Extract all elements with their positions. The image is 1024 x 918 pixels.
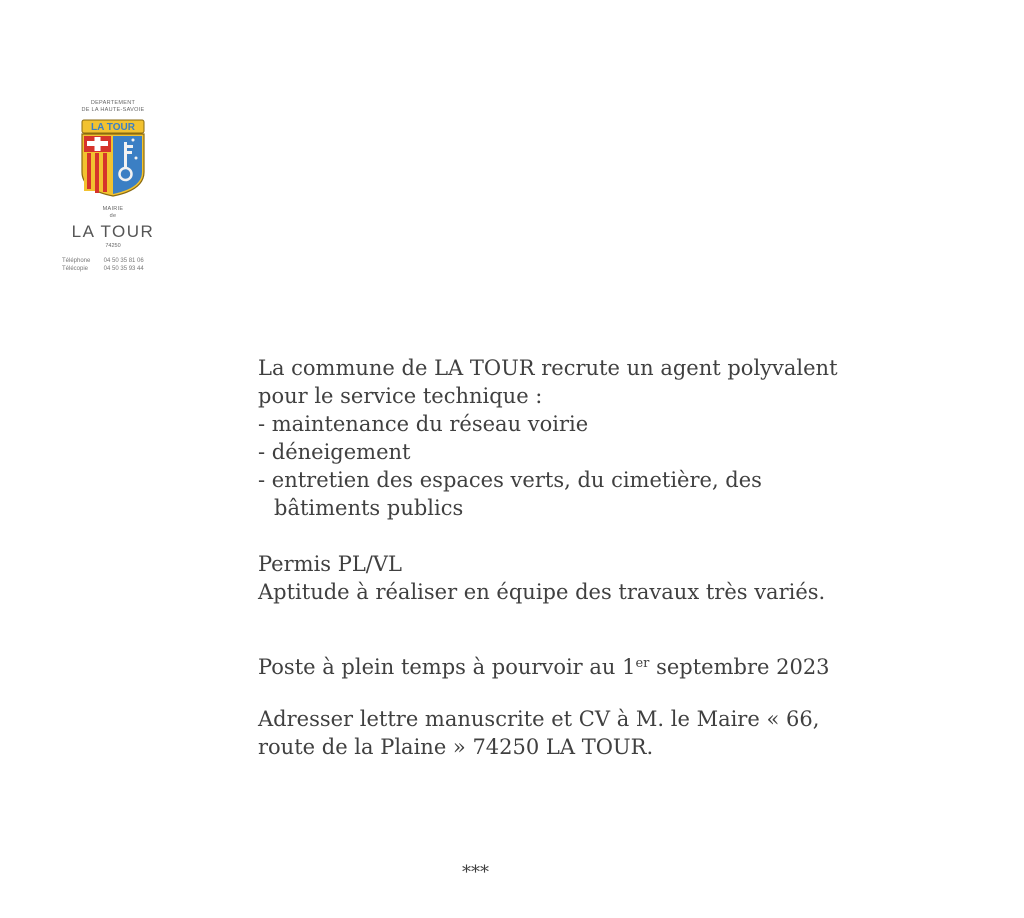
fax-label: Télécopie [62,266,89,272]
address-line-2: route de la Plaine » 74250 LA TOUR. [258,735,654,759]
crest-banner-text: LA TOUR [91,122,135,133]
letterhead [58,100,168,273]
job-announcement [258,354,958,761]
task-item-continuation: bâtiments publics [274,496,464,520]
post-prefix: Poste à plein temps à pourvoir au 1 [258,655,636,679]
mairie-de-label: de [109,213,117,219]
town-name: LA TOUR [71,222,155,241]
post-ordinal: er [635,656,650,671]
aptitude-requirement: Aptitude à réaliser en équipe des travaux très variés. [258,580,826,604]
post-details [258,653,958,681]
closing-stars: *** [462,862,489,883]
department-line-2: DE LA HAUTE-SAVOIE [81,107,145,113]
phone-value: 04 50 35 81 06 [103,258,144,264]
postcode: 74250 [105,243,121,249]
contact-block [58,257,168,273]
intro-line-2: pour le service technique : [258,384,543,408]
phone-label: Téléphone [62,258,91,264]
post-suffix: septembre 2023 [649,655,830,679]
task-item: - entretien des espaces verts, du cimetière, des [258,468,762,492]
task-item: - déneigement [258,440,411,464]
address-line-1: Adresser lettre manuscrite et CV à M. le Maire « 66, [258,707,820,731]
department-line: DEPARTEMENT [90,100,136,106]
phone-row [62,257,168,265]
coat-of-arms-icon [78,118,148,198]
task-item: - maintenance du réseau voirie [258,412,589,436]
fax-row [62,265,168,273]
intro-line-1: La commune de LA TOUR recrute un agent polyvalent [258,356,838,380]
license-requirement: Permis PL/VL [258,552,402,576]
mairie-label: MAIRIE [102,206,124,212]
fax-value: 04 50 35 93 44 [103,266,144,272]
